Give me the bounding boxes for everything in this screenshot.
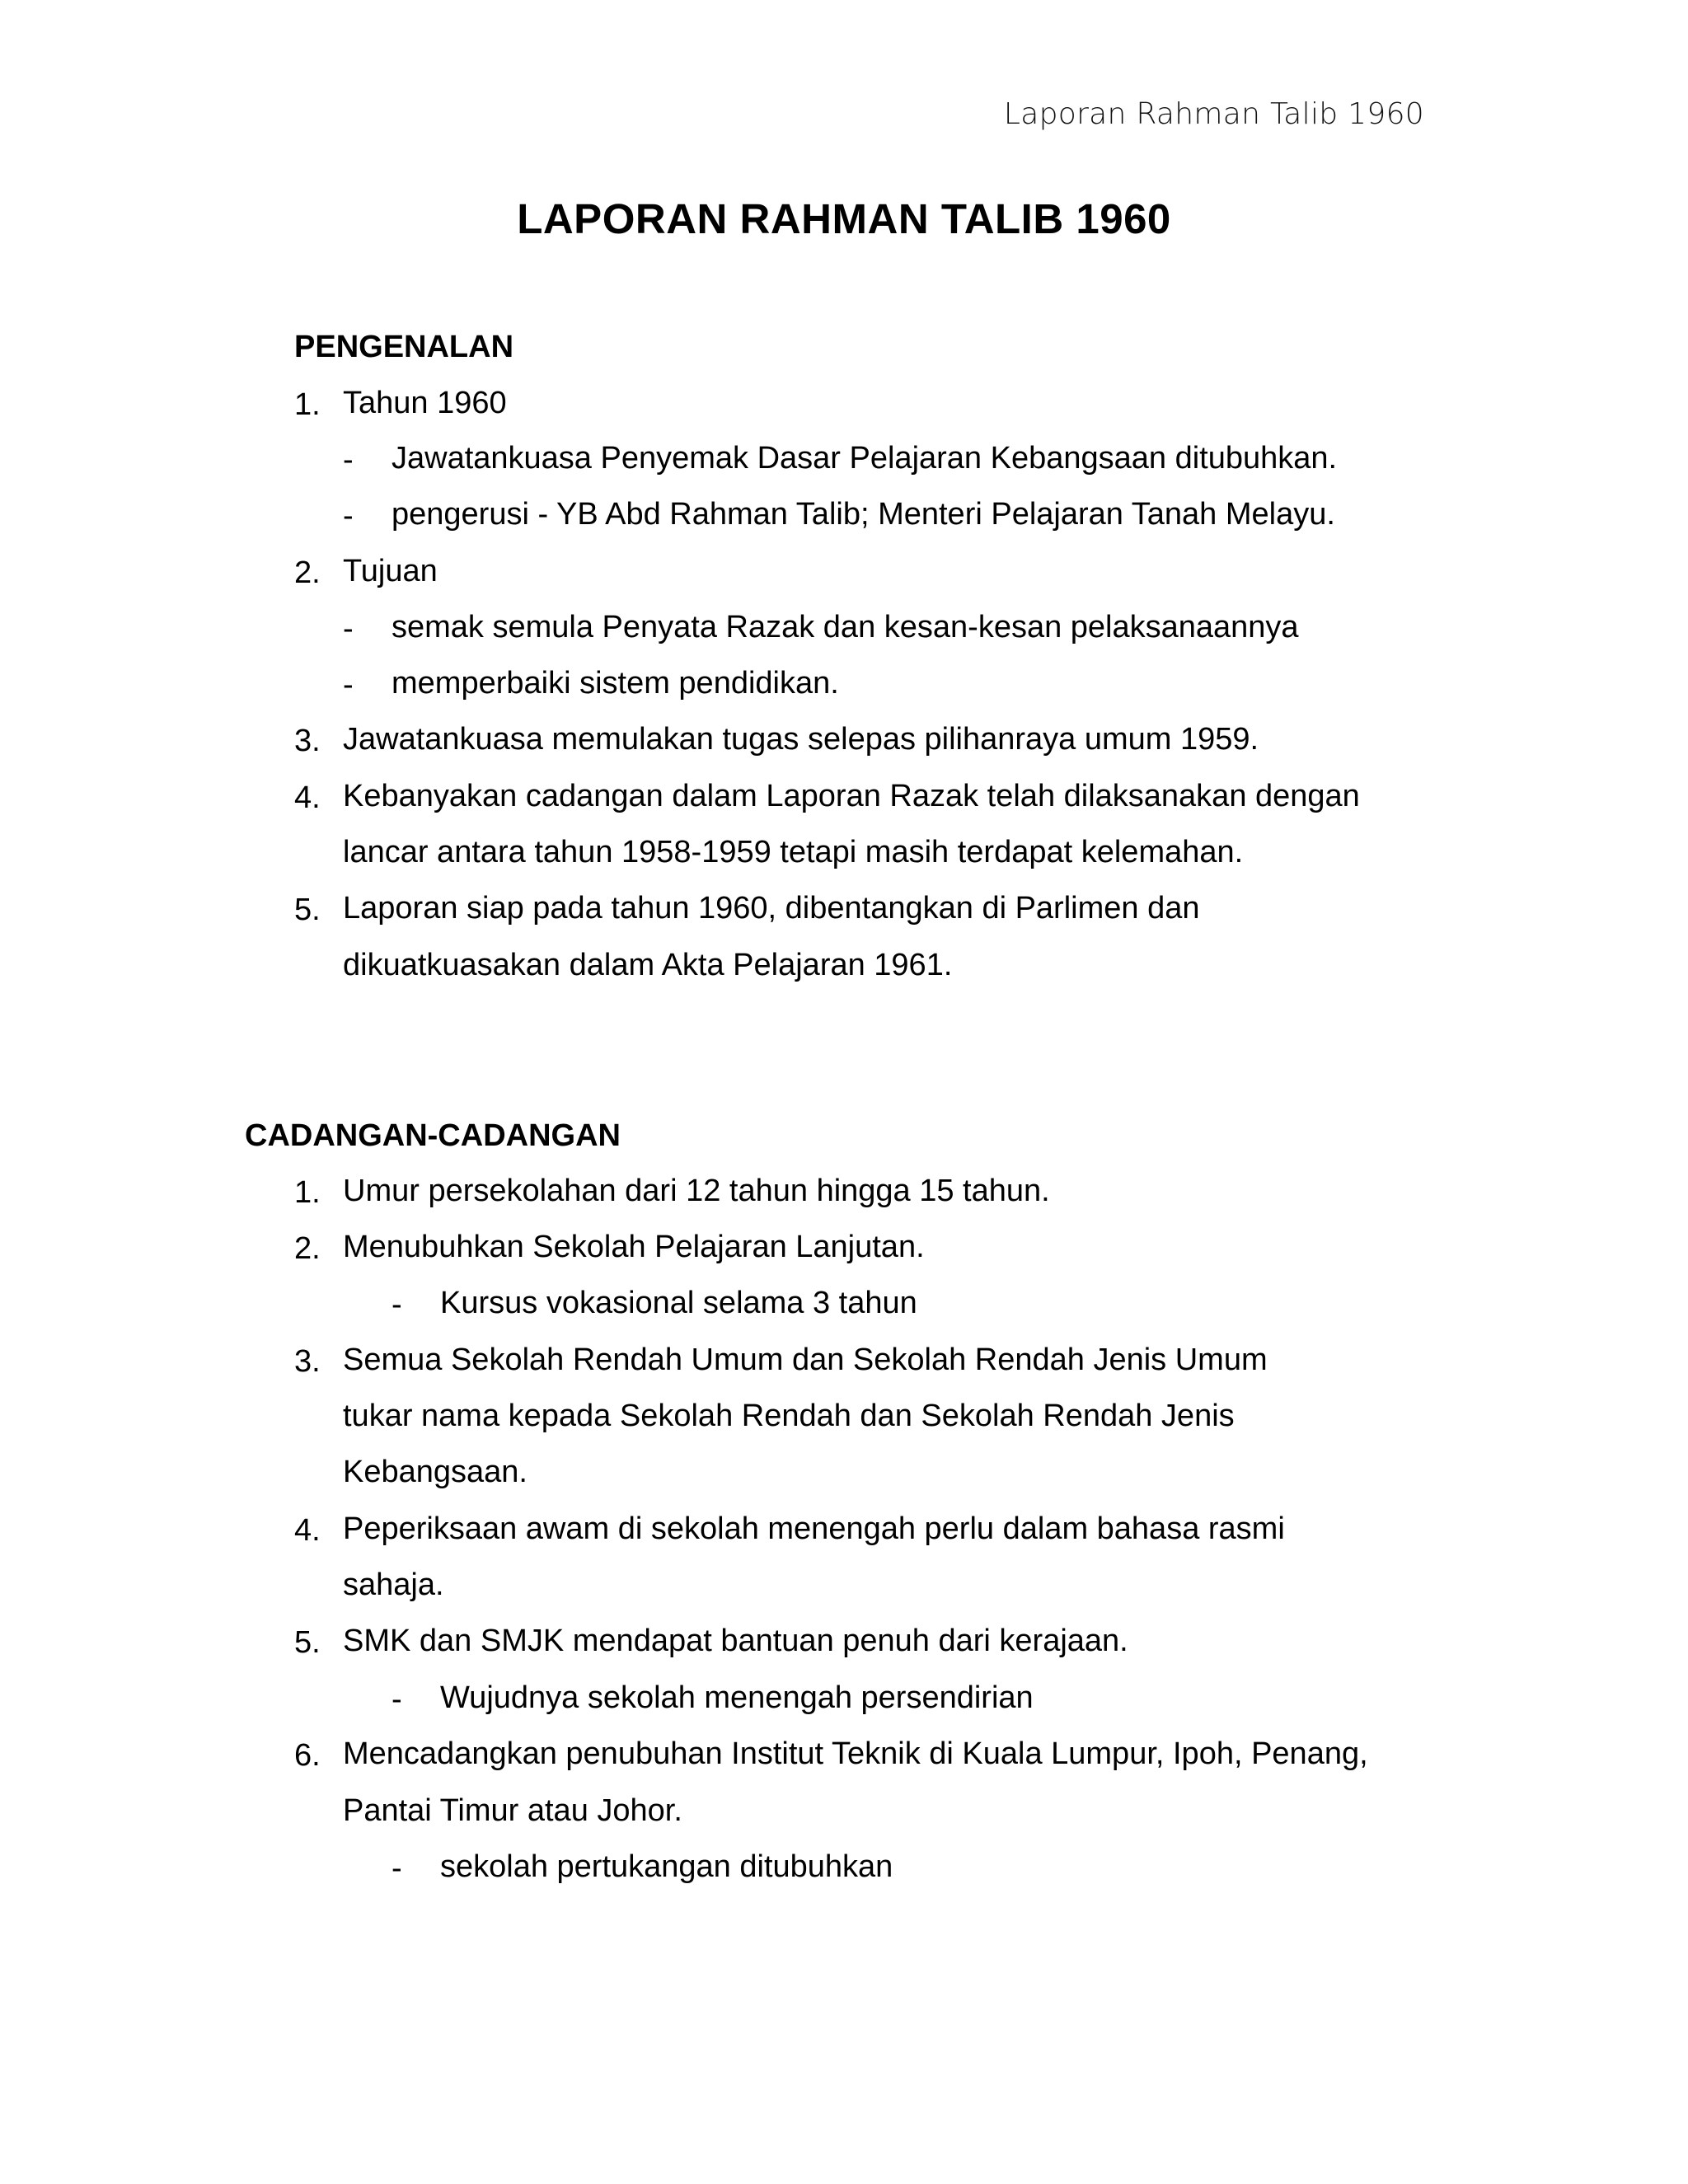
bullet-dash: - bbox=[343, 668, 354, 702]
bullet-dash: - bbox=[343, 499, 354, 533]
item-number: 4. bbox=[294, 1513, 321, 1548]
section-heading: CADANGAN-CADANGAN bbox=[245, 1118, 621, 1153]
bullet-dash: - bbox=[392, 1851, 402, 1886]
item-text: Menubuhkan Sekolah Pelajaran Lanjutan. bbox=[343, 1230, 925, 1264]
item-text: Umur persekolahan dari 12 tahun hingga 15 tahun. bbox=[343, 1174, 1050, 1208]
item-number: 3. bbox=[294, 1344, 321, 1379]
item-number: 4. bbox=[294, 780, 321, 815]
item-text: Laporan siap pada tahun 1960, dibentangkan di Parlimen dan bbox=[343, 891, 1200, 926]
bullet-dash: - bbox=[343, 443, 354, 477]
item-text: lancar antara tahun 1958-1959 tetapi masih terdapat kelemahan. bbox=[343, 835, 1244, 869]
item-number: 2. bbox=[294, 1231, 321, 1266]
item-number: 5. bbox=[294, 1625, 321, 1660]
item-text: Tujuan bbox=[343, 554, 438, 588]
sub-item-text: Jawatankuasa Penyemak Dasar Pelajaran Kebangsaan ditubuhkan. bbox=[392, 441, 1338, 476]
sub-item-text: Kursus vokasional selama 3 tahun bbox=[440, 1286, 917, 1320]
item-text: tukar nama kepada Sekolah Rendah dan Sekolah Rendah Jenis bbox=[343, 1399, 1235, 1433]
page-title: LAPORAN RAHMAN TALIB 1960 bbox=[517, 195, 1171, 242]
sub-item-text: Wujudnya sekolah menengah persendirian bbox=[440, 1680, 1034, 1715]
item-text: Peperiksaan awam di sekolah menengah perlu dalam bahasa rasmi bbox=[343, 1511, 1285, 1546]
item-number: 3. bbox=[294, 724, 321, 758]
item-text: Jawatankuasa memulakan tugas selepas pilihanraya umum 1959. bbox=[343, 722, 1259, 757]
item-number: 1. bbox=[294, 387, 321, 422]
item-text: SMK dan SMJK mendapat bantuan penuh dari kerajaan. bbox=[343, 1624, 1128, 1658]
item-text: Kebanyakan cadangan dalam Laporan Razak telah dilaksanakan dengan bbox=[343, 779, 1360, 813]
item-text: Semua Sekolah Rendah Umum dan Sekolah Rendah Jenis Umum bbox=[343, 1343, 1268, 1377]
item-number: 1. bbox=[294, 1175, 321, 1210]
item-text: Tahun 1960 bbox=[343, 386, 507, 420]
item-text: Pantai Timur atau Johor. bbox=[343, 1793, 682, 1828]
item-text: Kebangsaan. bbox=[343, 1455, 528, 1489]
running-header: Laporan Rahman Talib 1960 bbox=[1003, 97, 1424, 131]
item-number: 6. bbox=[294, 1738, 321, 1773]
sub-item-text: memperbaiki sistem pendidikan. bbox=[392, 666, 839, 701]
item-text: dikuatkuasakan dalam Akta Pelajaran 1961. bbox=[343, 948, 953, 982]
sub-item-text: sekolah pertukangan ditubuhkan bbox=[440, 1849, 893, 1884]
bullet-dash: - bbox=[343, 612, 354, 646]
item-text: Mencadangkan penubuhan Institut Teknik di Kuala Lumpur, Ipoh, Penang, bbox=[343, 1736, 1368, 1771]
item-text: sahaja. bbox=[343, 1568, 444, 1602]
bullet-dash: - bbox=[392, 1682, 402, 1717]
bullet-dash: - bbox=[392, 1287, 402, 1322]
item-number: 5. bbox=[294, 893, 321, 927]
sub-item-text: pengerusi - YB Abd Rahman Talib; Menteri Pelajaran Tanah Melayu. bbox=[392, 497, 1335, 532]
item-number: 2. bbox=[294, 555, 321, 590]
sub-item-text: semak semula Penyata Razak dan kesan-kesan pelaksanaannya bbox=[392, 610, 1299, 644]
section-heading: PENGENALAN bbox=[294, 330, 514, 364]
